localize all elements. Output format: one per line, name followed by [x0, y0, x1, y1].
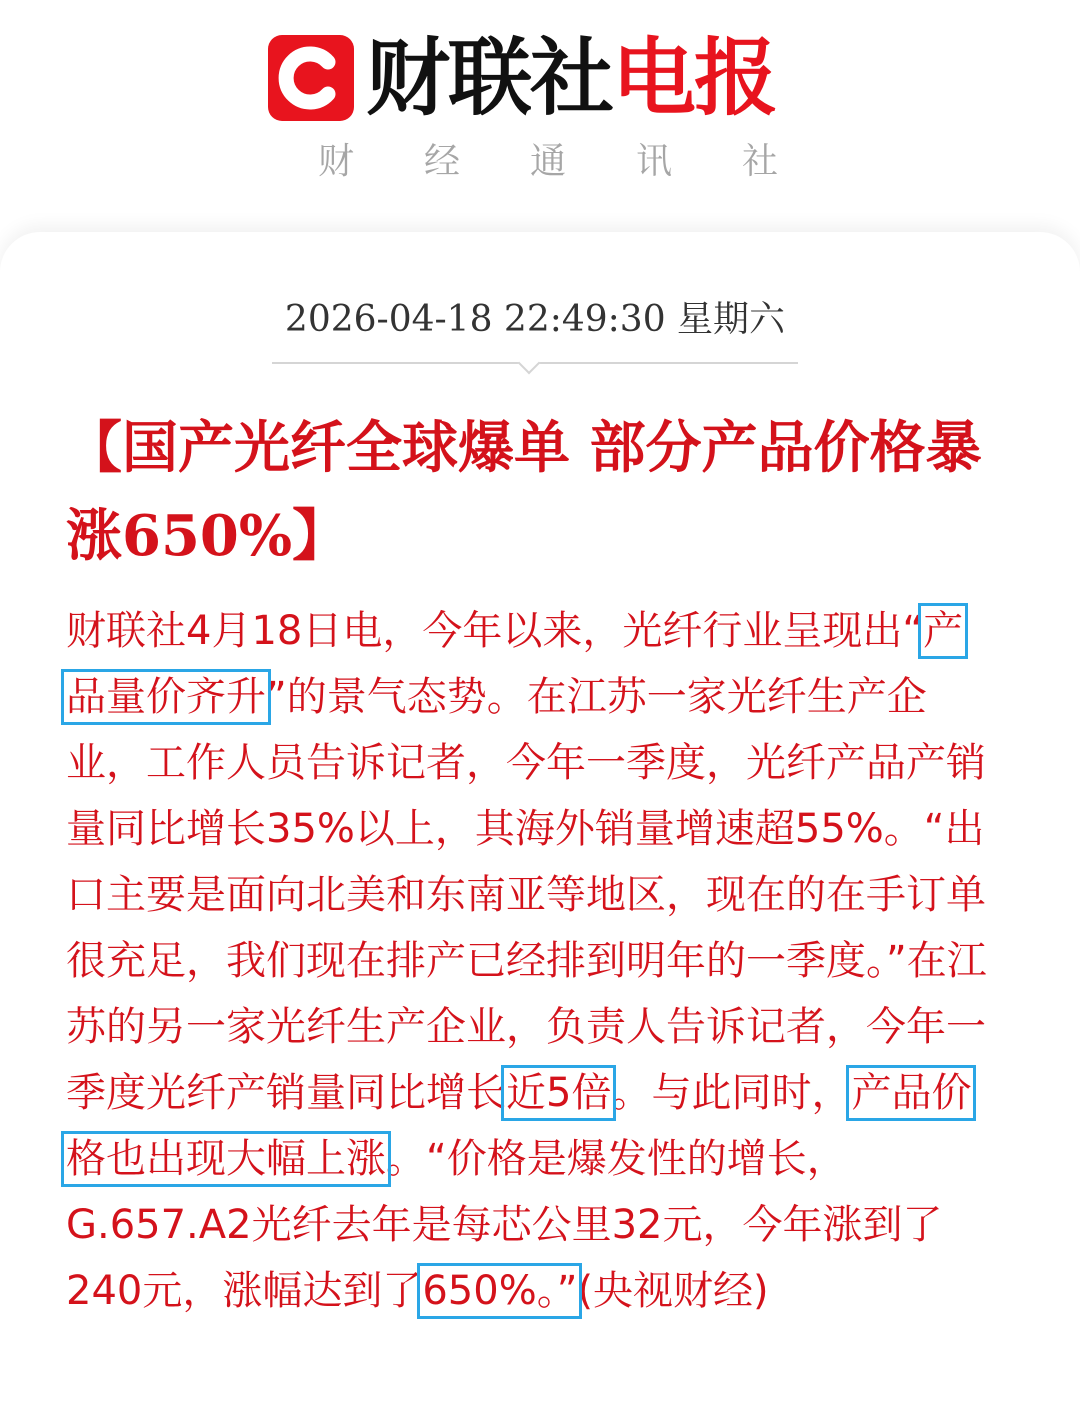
logo-c-icon	[268, 35, 354, 121]
tagline	[318, 140, 778, 184]
app-header	[0, 0, 1080, 230]
tagline-char: 社	[741, 141, 778, 182]
source-attribution: (央视财经)	[577, 1268, 769, 1314]
brand-logo	[268, 29, 777, 127]
brand-accent: 电报	[612, 29, 777, 127]
highlight-box: 650%。”	[422, 1268, 578, 1314]
highlight-box: 产品量价齐升	[66, 608, 964, 720]
tagline-char: 讯	[635, 141, 672, 182]
body-text-segment: 财联社4月18日电，今年以来，光纤行业呈现出“	[66, 608, 924, 654]
tagline-char: 财	[318, 141, 355, 182]
article-body	[66, 598, 996, 1324]
highlight-box: 产品价格也出现大幅上涨	[66, 1070, 972, 1182]
tagline-char: 通	[529, 141, 566, 182]
body-text-segment: ”的景气态势。在江苏一家光纤生产企业，工作人员告诉记者，今年一季度，光纤产品产销量同比增长35%以上，其海外销量增速超55%。“出口主要是面向北美和东南亚等地区，现在的在手订单很充足，我们现在排产已经排到明年的一季度。”在江苏的另一家光纤生产企业，负责人告诉记者，今年一季度光纤产销量同比增长	[66, 674, 987, 1116]
publish-datetime: 2026-04-18 22:49:30 星期六	[284, 299, 786, 340]
logo-c-glyph	[268, 35, 354, 121]
body-text-segment: 。“价格是爆发性的增长，G.657.A2光纤去年是每芯公里32元，今年涨到了240元，涨幅达到了	[66, 1136, 943, 1314]
body-text-segment: 。与此同时，	[611, 1070, 852, 1116]
article-headline: 【国产光纤全球爆单 部分产品价格暴涨650%】	[66, 415, 982, 569]
brand-name: 财联社	[366, 29, 613, 127]
highlight-box: 近5倍	[506, 1070, 612, 1116]
tagline-char: 经	[423, 141, 460, 182]
